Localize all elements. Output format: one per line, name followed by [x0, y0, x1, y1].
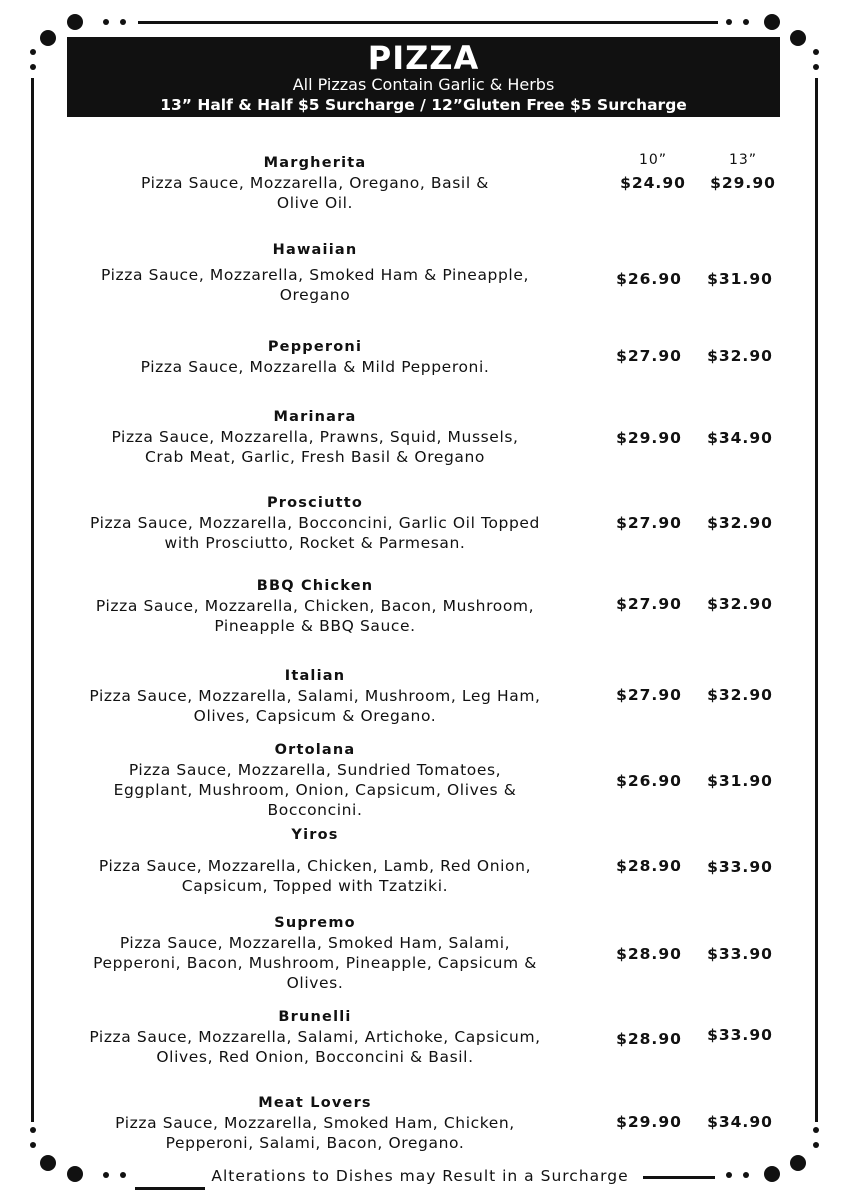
item-desc-line: Pizza Sauce, Mozzarella, Chicken, Bacon, Mushroom, [95, 597, 535, 615]
corner-dot [120, 19, 126, 25]
item-name: BBQ Chicken [256, 578, 374, 594]
item-desc-line: Olives, Red Onion, Bocconcini & Basil. [156, 1048, 474, 1066]
menu-item-pepperoni [62, 337, 568, 377]
frame-right-line [815, 78, 818, 1122]
item-desc-line: Crab Meat, Garlic, Fresh Basil & Oregano [144, 448, 486, 466]
menu-item-margherita [62, 153, 568, 213]
corner-dot [813, 1127, 819, 1133]
price-10: $27.90 [616, 686, 682, 704]
corner-dot [790, 1155, 806, 1171]
price-13: $32.90 [707, 686, 773, 704]
item-name: Yiros [291, 827, 339, 843]
price-10: $24.90 [620, 174, 686, 192]
frame-bottom-right-line [643, 1176, 715, 1179]
frame-top-line [138, 21, 718, 24]
header-subtitle: All Pizzas Contain Garlic & Herbs [292, 75, 555, 94]
corner-dot [813, 49, 819, 55]
item-desc-line: Olives, Capsicum & Oregano. [193, 707, 437, 725]
item-desc-line: Capsicum, Topped with Tzatziki. [181, 877, 449, 895]
item-name: Meat Lovers [258, 1095, 372, 1111]
menu-header [67, 37, 780, 117]
corner-dot [67, 1166, 83, 1182]
corner-dot [30, 49, 36, 55]
item-name: Ortolana [274, 742, 356, 758]
frame-left-line [31, 78, 34, 1122]
price-13: $29.90 [710, 174, 776, 192]
item-desc-line: Pizza Sauce, Mozzarella & Mild Pepperoni. [140, 358, 490, 376]
corner-dot [30, 1127, 36, 1133]
price-10: $29.90 [616, 429, 682, 447]
menu-item-hawaiian [62, 240, 568, 305]
menu-item-supremo [62, 913, 568, 993]
item-name: Italian [284, 668, 346, 684]
item-desc-line: Pizza Sauce, Mozzarella, Smoked Ham & Pineapple, [100, 266, 529, 284]
corner-dot [726, 1172, 732, 1178]
corner-dot [103, 19, 109, 25]
corner-dot [764, 14, 780, 30]
price-10: $28.90 [616, 1030, 682, 1048]
item-name: Brunelli [278, 1009, 352, 1025]
menu-item-italian [62, 666, 568, 726]
corner-dot [120, 1172, 126, 1178]
menu-item-marinara [62, 407, 568, 467]
price-13: $32.90 [707, 514, 773, 532]
size-label-10: 10” [638, 152, 668, 168]
item-desc-line: Pizza Sauce, Mozzarella, Chicken, Lamb, Red Onion, [98, 857, 532, 875]
price-10: $26.90 [616, 772, 682, 790]
item-name: Hawaiian [272, 242, 358, 258]
item-desc-line: Eggplant, Mushroom, Onion, Capsicum, Olives & [113, 781, 517, 799]
price-13: $32.90 [707, 347, 773, 365]
item-name: Pepperoni [267, 339, 363, 355]
item-desc-line: Pizza Sauce, Mozzarella, Sundried Tomatoes, [128, 761, 502, 779]
item-desc-line: Pizza Sauce, Mozzarella, Salami, Artichoke, Capsicum, [89, 1028, 541, 1046]
item-desc-line: Oregano [279, 286, 351, 304]
item-desc-line: Pepperoni, Bacon, Mushroom, Pineapple, Capsicum & [93, 954, 537, 972]
corner-dot [764, 1166, 780, 1182]
item-desc-line: Olives. [286, 974, 344, 992]
price-10: $26.90 [616, 270, 682, 288]
corner-dot [40, 30, 56, 46]
item-desc-line: with Prosciutto, Rocket & Parmesan. [164, 534, 466, 552]
item-desc-line: Pizza Sauce, Mozzarella, Smoked Ham, Chicken, [115, 1114, 515, 1132]
price-10: $27.90 [616, 347, 682, 365]
item-name: Marinara [273, 409, 357, 425]
menu-item-ortolana [62, 740, 568, 820]
footer-note: Alterations to Dishes may Result in a Surcharge [211, 1167, 629, 1185]
menu-item-yiros [62, 825, 568, 896]
menu-item-bbq-chicken [62, 576, 568, 636]
item-desc-line: Pizza Sauce, Mozzarella, Salami, Mushroom, Leg Ham, [89, 687, 541, 705]
item-desc-line: Pineapple & BBQ Sauce. [214, 617, 416, 635]
size-label-13: 13” [728, 152, 758, 168]
price-13: $33.90 [707, 1026, 773, 1044]
price-13: $31.90 [707, 270, 773, 288]
item-name: Margherita [263, 155, 367, 171]
corner-dot [726, 19, 732, 25]
page-title: PIZZA [367, 39, 480, 77]
corner-dot [743, 1172, 749, 1178]
menu-item-prosciutto [62, 493, 568, 553]
frame-bottom-left-line [135, 1187, 205, 1190]
price-10: $27.90 [616, 514, 682, 532]
corner-dot [30, 64, 36, 70]
item-desc-line: Olive Oil. [276, 194, 354, 212]
item-desc-line: Pepperoni, Salami, Bacon, Oregano. [165, 1134, 465, 1152]
price-10: $28.90 [616, 857, 682, 875]
menu-item-meat-lovers [62, 1093, 568, 1153]
item-desc-line: Pizza Sauce, Mozzarella, Prawns, Squid, Mussels, [111, 428, 519, 446]
price-13: $31.90 [707, 772, 773, 790]
header-surcharge-note: 13” Half & Half $5 Surcharge / 12”Gluten Free $5 Surcharge [160, 96, 687, 114]
corner-dot [30, 1142, 36, 1148]
item-name: Prosciutto [266, 495, 364, 511]
item-desc-line: Pizza Sauce, Mozzarella, Smoked Ham, Salami, [119, 934, 511, 952]
price-13: $33.90 [707, 945, 773, 963]
corner-dot [790, 30, 806, 46]
price-13: $33.90 [707, 858, 773, 876]
price-13: $34.90 [707, 429, 773, 447]
price-10: $27.90 [616, 595, 682, 613]
price-10: $28.90 [616, 945, 682, 963]
item-desc-line: Pizza Sauce, Mozzarella, Bocconcini, Garlic Oil Topped [90, 514, 540, 532]
corner-dot [813, 64, 819, 70]
item-desc-line: Pizza Sauce, Mozzarella, Oregano, Basil & [141, 174, 489, 192]
price-13: $34.90 [707, 1113, 773, 1131]
corner-dot [67, 14, 83, 30]
item-desc-line: Bocconcini. [267, 801, 363, 819]
menu-item-brunelli [62, 1007, 568, 1067]
corner-dot [813, 1142, 819, 1148]
price-10: $29.90 [616, 1113, 682, 1131]
corner-dot [103, 1172, 109, 1178]
item-name: Supremo [274, 915, 356, 931]
corner-dot [40, 1155, 56, 1171]
price-13: $32.90 [707, 595, 773, 613]
corner-dot [743, 19, 749, 25]
